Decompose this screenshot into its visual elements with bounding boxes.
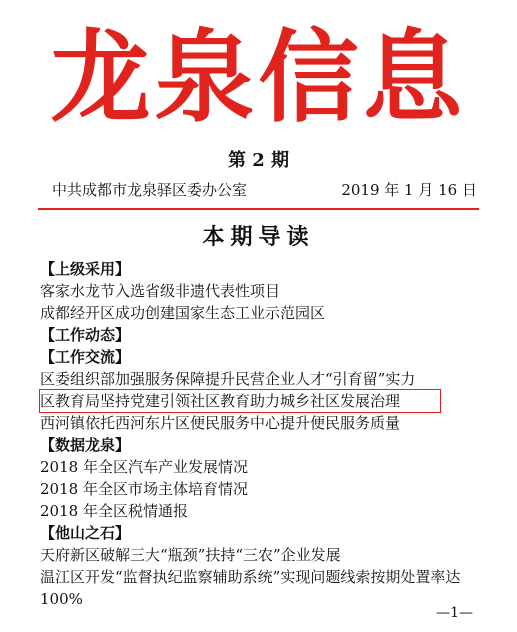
toc-section-heading: 【工作交流】 xyxy=(40,348,131,366)
toc-item: 客家水龙节入选省级非遗代表性项目 xyxy=(40,282,281,300)
toc-item-highlighted: 区教育局坚持党建引领社区教育助力城乡社区发展治理 xyxy=(40,390,440,412)
page-number: —1— xyxy=(436,605,473,621)
toc-section-heading: 【上级采用】 xyxy=(40,260,131,278)
toc-item: 西河镇依托西河东片区便民服务中心提升便民服务质量 xyxy=(40,414,401,432)
toc-item: 天府新区破解三大“瓶颈”扶持“三农”企业发展 xyxy=(40,546,341,564)
toc-title: 本期导读 xyxy=(202,225,315,250)
masthead-title: 龙泉信息 xyxy=(50,18,467,136)
toc-item: 区委组织部加强服务保障提升民营企业人才“引育留”实力 xyxy=(40,370,416,388)
header-divider xyxy=(38,208,479,210)
toc-item: 成都经开区成功创建国家生态工业示范园区 xyxy=(40,304,326,322)
toc-item: 2018 年全区汽车产业发展情况 xyxy=(40,458,248,476)
toc-list xyxy=(40,258,490,610)
toc-item: 2018 年全区税情通报 xyxy=(40,502,188,520)
toc-section-heading: 【工作动态】 xyxy=(40,326,131,344)
issue-date: 2019 年 1 月 16 日 xyxy=(341,181,477,199)
toc-item: 温江区开发“监督执纪监察辅助系统”实现问题线索按期处置率达 100% xyxy=(40,568,461,608)
toc-section-heading: 【他山之石】 xyxy=(40,524,131,542)
publisher: 中共成都市龙泉驿区委办公室 xyxy=(52,181,248,199)
toc-item: 2018 年全区市场主体培育情况 xyxy=(40,480,248,498)
toc-section-heading: 【数据龙泉】 xyxy=(40,436,131,454)
issue-number: 第 2 期 xyxy=(227,150,290,171)
